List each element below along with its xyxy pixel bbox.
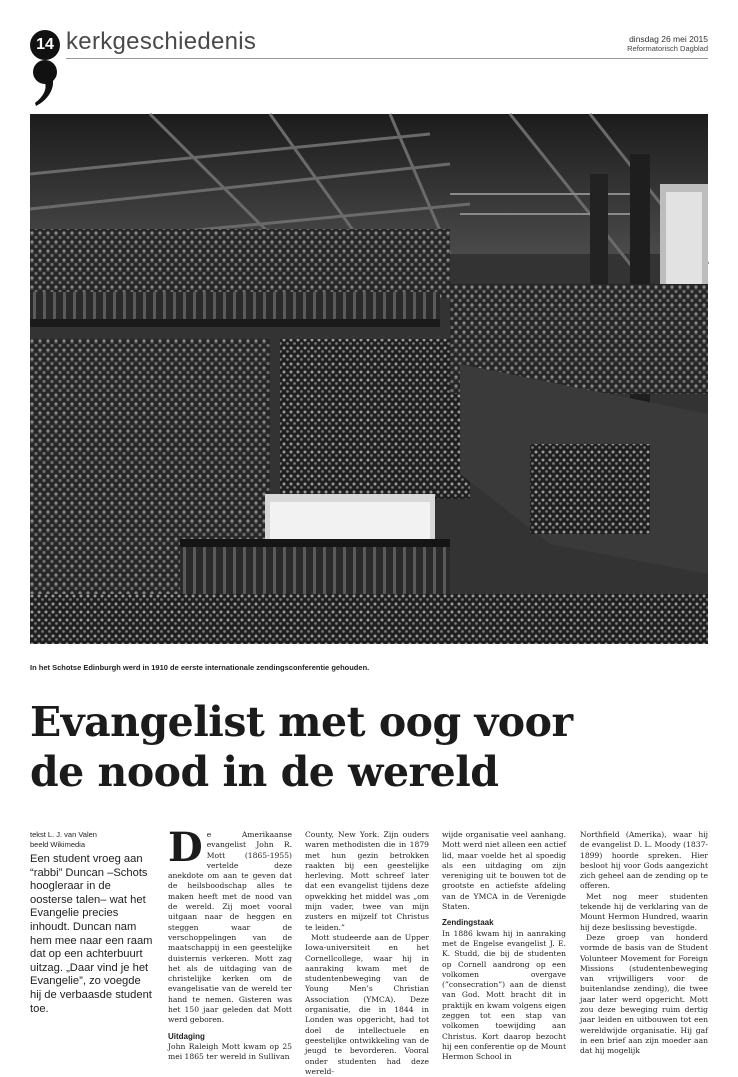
paragraph: Met nog meer studenten tekende hij de verklaring van de Mount Hermon Hundred, waarin hij deze beslissing bevestigde. bbox=[580, 891, 708, 932]
article-column-1 bbox=[168, 824, 292, 1063]
issue-date: dinsdag 26 mei 2015 bbox=[629, 34, 708, 44]
header-divider bbox=[66, 58, 708, 59]
paragraph: Mott studeerde aan de Upper Iowa-universiteit en het Cornellcollege, waar hij in aanraking kwam met de studentenbeweging van de Young Men’s Christian Association (YMCA). Deze organisatie, die in 1844 in Londen was opgericht, had tot doel de intellectuele en geestelijke ontwikkeling van de jeugd te bevorderen. Vooral onder studenten had deze wereld- bbox=[305, 932, 429, 1076]
subheading-uitdaging: Uitdaging bbox=[168, 1031, 205, 1041]
paragraph: Northfield (Amerika), waar hij de evangelist D. L. Moody (1837-1899) hoorde spreken. Hier besloot hij voor Gods aangezicht zich geheel aan de zending op te offeren. bbox=[580, 830, 708, 891]
paragraph: John Raleigh Mott kwam op 25 mei 1865 ter wereld in Sullivan bbox=[168, 1041, 292, 1062]
paragraph: Deze groep van honderd vormde de basis van de Student Volunteer Movement for Foreign Missions (studentenbeweging van vrijwilligers voor de buitenlandse zending), die twee jaar later werd opgericht. Mott zou deze beweging ruim dertig jaar leiden en uitbouwen tot een wereldwijde organisatie. Hij gaf in een brief aan zijn moeder aan dat hij mogelijk bbox=[580, 932, 708, 1056]
article-column-2 bbox=[305, 830, 429, 1077]
photo-caption: In het Schotse Edinburgh werd in 1910 de eerste internationale zendingsconferentie gehouden. bbox=[30, 663, 370, 672]
comma-logo-icon bbox=[30, 58, 60, 108]
paragraph: In 1886 kwam hij in aanraking met de Engelse evangelist J. E. K. Studd, die bij de studenten op Cornell aandrong op een volkomen overgave (”consecration”) aan de dienst van God. Mott bracht dit in praktijk en kwam volgens eigen zeggen tot een stap van volkomen toewijding aan Christus. Kort daarop bezocht hij een conferentie op de Mount Hermon School in bbox=[442, 928, 566, 1062]
subheading-zendingstaak: Zendingstaak bbox=[442, 918, 494, 928]
opening-text: e Amerikaanse evangelist John R. Mott (1865-1955) vertelde deze anekdote om aan te geven dat de heilsboodschap alles te maken heeft met de nood van de wereld. Zij moet vooral uitgaan naar de heggen en steggen waar de verschoppelingen van de maatschappij in een geestelijke duisternis verkeren. Mott zag het als de uitdaging van de christelijke kerken om de evangelisatie van de wereld ter hand te nemen. Gisteren was het 150 jaar geleden dat Mott werd geboren. bbox=[168, 830, 292, 1025]
section-title: kerkgeschiedenis bbox=[66, 28, 257, 55]
drop-cap: D bbox=[168, 824, 203, 871]
article-headline bbox=[30, 697, 710, 797]
article-column-3 bbox=[442, 830, 566, 1063]
author-credit: tekst L. J. van Valen bbox=[30, 830, 97, 839]
paragraph: wijde organisatie veel aanhang. Mott werd niet alleen een actief lid, maar voelde het al spoedig als een uitdaging om zijn vereniging uit te bouwen tot de grootste en actiefste afdeling van de YMCA in de Verenigde Staten. bbox=[442, 830, 566, 912]
headline-line-1: Evangelist met oog voor bbox=[30, 698, 573, 746]
headline-line-2: de nood in de wereld bbox=[30, 748, 499, 796]
page-header bbox=[30, 28, 708, 60]
page-number-badge: 14 bbox=[30, 30, 60, 60]
opening-paragraph bbox=[168, 824, 292, 1026]
image-credit: beeld Wikimedia bbox=[30, 840, 86, 849]
conference-photo bbox=[30, 114, 708, 644]
publication-name: Reformatorisch Dagblad bbox=[627, 44, 708, 53]
article-credits bbox=[30, 830, 97, 850]
article-column-4 bbox=[580, 830, 708, 1057]
paragraph: County, New York. Zijn ouders waren methodisten die in 1879 met hun gezin betrokken raakten bij een geestelijke herleving. Mott schreef later dat een evangelist tijdens deze opwekking het middel was „om mijn vader, twee van mijn zusters en mijzelf tot Christus te leiden.” bbox=[305, 830, 429, 932]
article-intro: Een student vroeg aan “rabbi” Duncan –Schots hoogleraar in de oosterse talen– wat het Evangelie precies inhoudt. Duncan nam hem mee naar een raam dat op een achterbuurt uitzag. „Daar vind je het Evangelie”, zo voegde hij de verbaasde student toe. bbox=[30, 853, 153, 1015]
